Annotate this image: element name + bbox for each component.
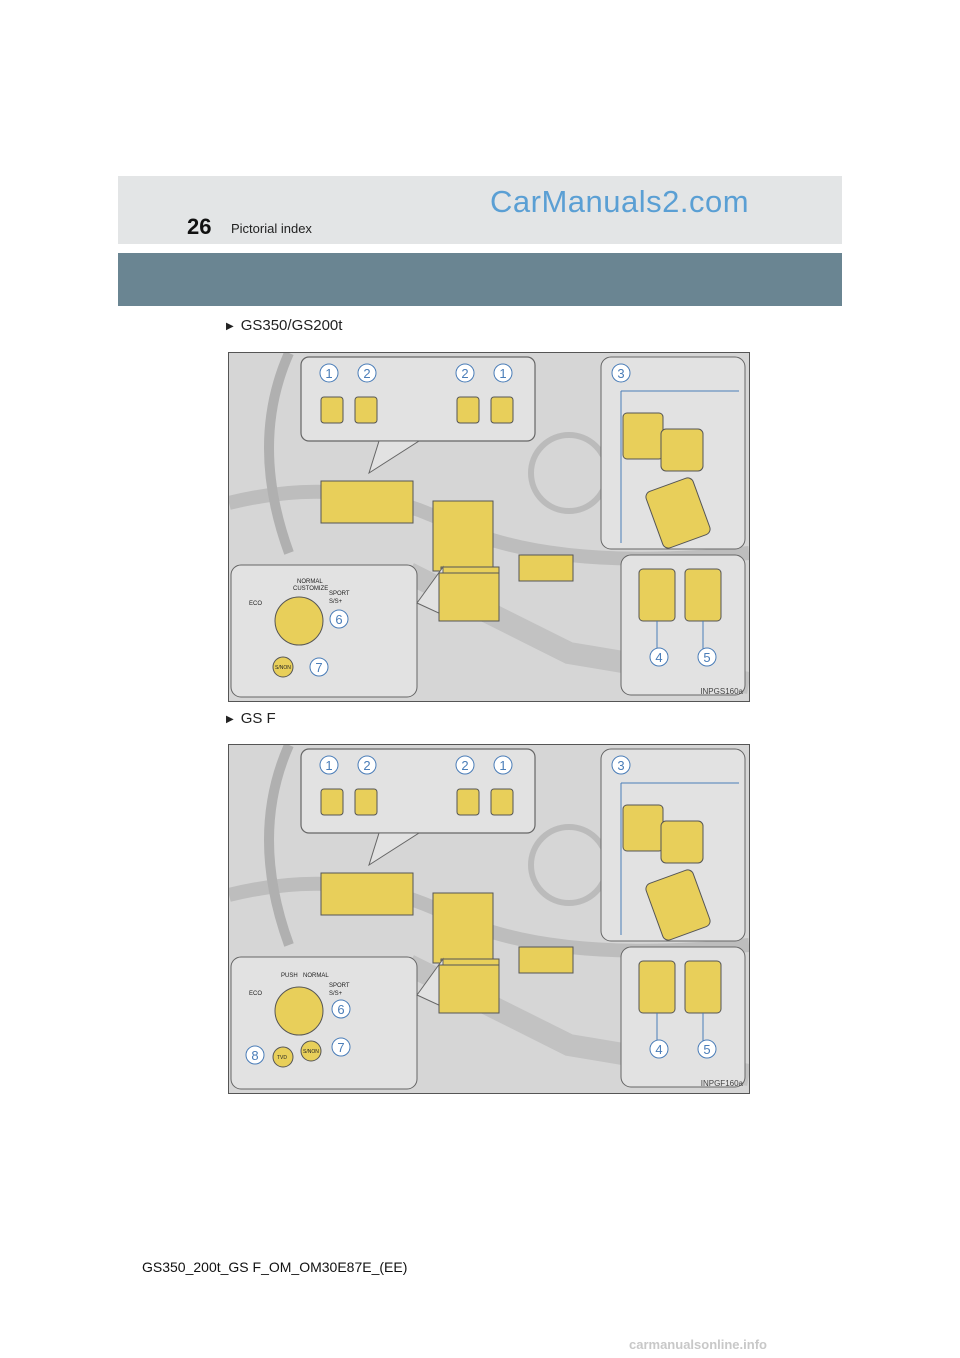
callout-2b: 2 bbox=[461, 366, 469, 381]
mode-label-normal: NORMAL bbox=[303, 973, 329, 979]
subheading-text: GS350/GS200t bbox=[240, 317, 343, 334]
watermark-top[interactable]: CarManuals2.com bbox=[490, 184, 750, 219]
watermark-bottom[interactable]: carmanualsonline.info bbox=[629, 1337, 767, 1352]
callout-1: 1 bbox=[325, 366, 333, 381]
button-label-snon: S/NON bbox=[303, 1049, 319, 1055]
mode-label-push: PUSH bbox=[281, 973, 298, 979]
figure-code: INPGS160a bbox=[700, 687, 743, 696]
callout-8: 8 bbox=[251, 1048, 259, 1063]
callout-2b: 2 bbox=[461, 758, 469, 773]
mode-label-eco: ECO bbox=[249, 601, 263, 607]
callout-3: 3 bbox=[617, 366, 625, 381]
callout-3: 3 bbox=[617, 758, 625, 773]
button-label-tvd: TVD bbox=[277, 1055, 287, 1061]
document-code: GS350_200t_GS F_OM_OM30E87E_(EE) bbox=[142, 1259, 408, 1275]
mode-label-customize: CUSTOMIZE bbox=[293, 586, 329, 592]
mode-label-eco: ECO bbox=[249, 991, 263, 997]
figure-gsf bbox=[228, 744, 750, 1094]
callout-5: 5 bbox=[703, 1042, 711, 1057]
figure-gs350 bbox=[228, 352, 750, 702]
button-label-snon: S/NON bbox=[275, 665, 291, 671]
callout-7: 7 bbox=[337, 1040, 345, 1055]
triangle-bullet-icon: ▶ bbox=[226, 714, 234, 725]
mode-label-normal: NORMAL bbox=[297, 579, 323, 585]
subheading-text: GS F bbox=[240, 710, 276, 727]
callout-4: 4 bbox=[655, 1042, 663, 1057]
callout-1: 1 bbox=[325, 758, 333, 773]
mode-label-ss: S/S+ bbox=[329, 599, 343, 605]
callout-1b: 1 bbox=[499, 758, 507, 773]
mode-label-sport: SPORT bbox=[329, 591, 350, 597]
mode-label-ss: S/S+ bbox=[329, 991, 343, 997]
callout-1b: 1 bbox=[499, 366, 507, 381]
callout-6: 6 bbox=[337, 1002, 345, 1017]
callout-2: 2 bbox=[363, 366, 371, 381]
triangle-bullet-icon: ▶ bbox=[226, 321, 234, 332]
page-number: 26 bbox=[187, 214, 212, 239]
callout-2: 2 bbox=[363, 758, 371, 773]
callout-4: 4 bbox=[655, 650, 663, 665]
subheading-gs350 bbox=[226, 317, 342, 334]
title-band bbox=[118, 253, 842, 306]
figure-code: INPGF160a bbox=[700, 1079, 743, 1088]
callout-7: 7 bbox=[315, 660, 323, 675]
section-title: Pictorial index bbox=[231, 221, 312, 236]
subheading-gsf bbox=[226, 710, 276, 727]
callout-5: 5 bbox=[703, 650, 711, 665]
mode-label-sport: SPORT bbox=[329, 983, 350, 989]
callout-6: 6 bbox=[335, 612, 343, 627]
